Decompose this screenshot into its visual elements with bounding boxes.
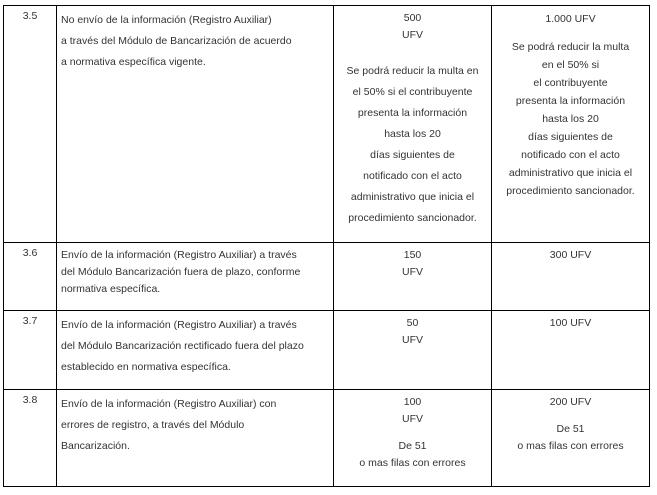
row-penalty-juridical: 300 UFV <box>492 243 650 311</box>
row-description: Envío de la información (Registro Auxiliar) a través del Módulo Bancarización rectificado fuera del plazo establecido en normativa específica. <box>57 311 334 390</box>
row-description: No envío de la información (Registro Auxiliar) a través del Módulo de Bancarización de acuerdo a normativa específica vigente. <box>57 6 334 243</box>
row-code: 3.5 <box>4 6 57 243</box>
table-row <box>4 390 650 487</box>
row-penalty-natural: 150 UFV <box>334 243 492 311</box>
table-row <box>4 6 650 243</box>
row-penalty-natural: 500 UFV Se podrá reducir la multa en el 50% si el contribuyente presenta la información hasta los 20 días siguientes de notificado con el acto administrativo que inicia el procedimiento sancionador. <box>334 6 492 243</box>
row-penalty-juridical: 1.000 UFV Se podrá reducir la multa en el 50% si el contribuyente presenta la información hasta los 20 días siguientes de notificado con el acto administrativo que inicia el procedimiento sancionador. <box>492 6 650 243</box>
table-row <box>4 311 650 390</box>
sanctions-table <box>3 5 650 487</box>
row-penalty-juridical: 100 UFV <box>492 311 650 390</box>
row-description: Envío de la información (Registro Auxiliar) a través del Módulo Bancarización fuera de plazo, conforme normativa específica. <box>57 243 334 311</box>
table-row <box>4 243 650 311</box>
row-penalty-juridical: 200 UFV De 51 o mas filas con errores <box>492 390 650 487</box>
row-code: 3.7 <box>4 311 57 390</box>
row-penalty-natural: 100 UFV De 51 o mas filas con errores <box>334 390 492 487</box>
row-description: Envío de la información (Registro Auxiliar) con errores de registro, a través del Módulo Bancarización. <box>57 390 334 487</box>
row-penalty-natural: 50 UFV <box>334 311 492 390</box>
row-code: 3.6 <box>4 243 57 311</box>
row-code: 3.8 <box>4 390 57 487</box>
